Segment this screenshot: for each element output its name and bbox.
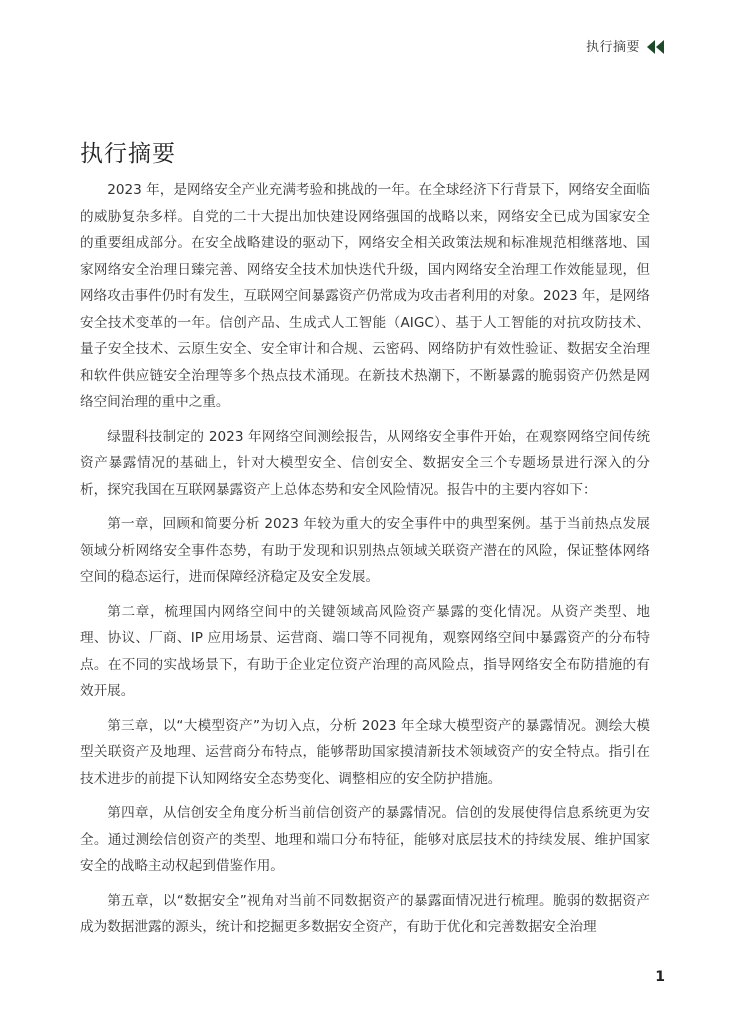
paragraph: 2023 年，是网络安全产业充满考验和挑战的一年。在全球经济下行背景下，网络安全面临的威胁复杂多样。自党的二十大提出加快建设网络强国的战略以来，网络安全已成为国家安全的重要组成部分。在安全战略建设的驱动下，网络安全相关政策法规和标准规范相继落地、国家网络安全治理日臻完善、网络安全技术加快迭代升级，国内网络安全治理工作效能显现，但网络攻击事件仍时有发生，互联网空间暴露资产仍常成为攻击者利用的对象。2023 年，是网络安全技术变革的一年。信创产品、生成式人工智能（AIGC）、基于人工智能的对抗攻防技术、量子安全技术、云原生安全、安全审计和合规、云密码、网络防护有效性验证、数据安全治理和软件供应链安全治理等多个热点技术涌现。在新技术热潮下，不断暴露的脆弱资产仍然是网络空间治理的重中之重。 xyxy=(80,182,650,410)
paragraph: 绿盟科技制定的 2023 年网络空间测绘报告，从网络安全事件开始，在观察网络空间传统资产暴露情况的基础上，针对大模型安全、信创安全、数据安全三个专题场景进行深入的分析，探究我国在互联网暴露资产上总体态势和安全风险情况。报告中的主要内容如下： xyxy=(80,428,650,498)
page-number: 1 xyxy=(655,969,665,985)
paragraph: 第四章，从信创安全角度分析当前信创资产的暴露情况。信创的发展使得信息系统更为安全。通过测绘信创资产的类型、地理和端口分布特征，能够对底层技术的持续发展、维护国家安全的战略主动权起到借鉴作用。 xyxy=(80,805,650,874)
running-header-label: 执行摘要 xyxy=(585,40,640,55)
paragraph: 第一章，回顾和简要分析 2023 年较为重大的安全事件中的典型案例。基于当前热点发展领域分析网络安全事件态势，有助于发现和识别热点领域关联资产潜在的风险，保证整体网络空间的稳态运行，进而保障经济稳定及安全发展。 xyxy=(80,516,650,585)
paragraph: 第二章，梳理国内网络空间中的关键领域高风险资产暴露的变化情况。从资产类型、地理、协议、厂商、IP 应用场景、运营商、端口等不同视角，观察网络空间中暴露资产的分布特点。在不同的实战场景下，有助于企业定位资产治理的高风险点，指导网络安全布防措施的有效开展。 xyxy=(80,603,650,699)
body-text xyxy=(80,177,650,949)
page-title: 执行摘要 xyxy=(80,141,176,167)
paragraph: 第三章，以“大模型资产”为切入点，分析 2023 年全球大模型资产的暴露情况。测绘大模型关联资产及地理、运营商分布特点，能够帮助国家摸清新技术领域资产的安全特点。指引在技术进步的前提下认知网络安全态势变化、调整相应的安全防护措施。 xyxy=(80,717,650,787)
running-header xyxy=(586,36,665,55)
double-chevron-left-icon xyxy=(647,39,665,53)
paragraph: 第五章，以“数据安全”视角对当前不同数据资产的暴露面情况进行梳理。脆弱的数据资产成为数据泄露的源头，统计和挖掘更多数据安全资产，有助于优化和完善数据安全治理 xyxy=(80,892,650,935)
